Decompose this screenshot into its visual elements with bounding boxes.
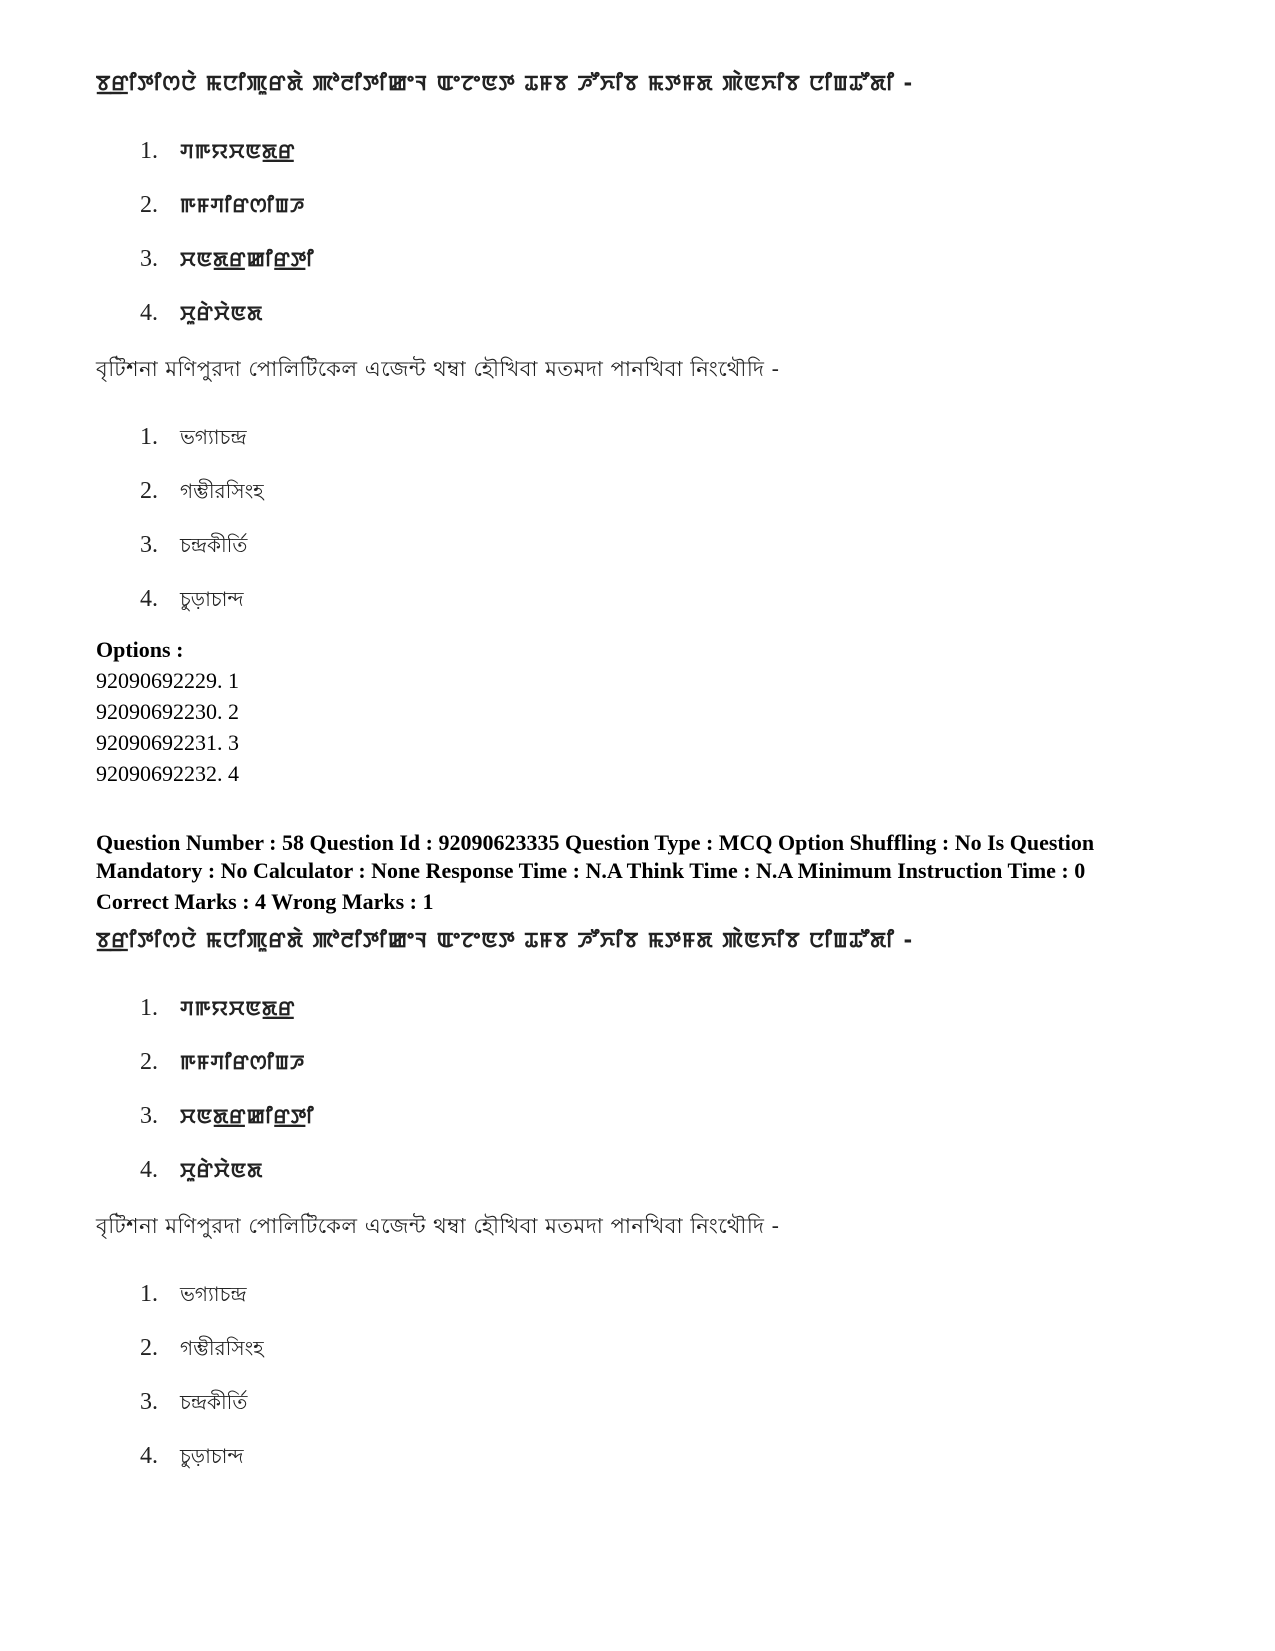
option-number: 1. xyxy=(140,995,158,1021)
option-text: ভগ্যাচন্দ্র xyxy=(180,425,247,449)
option-item xyxy=(140,585,264,639)
option-text: চুড়াচান্দ xyxy=(180,1444,244,1468)
option-text: ꯒꯝꯚꯤꯔꯁꯤꯡꯍ xyxy=(180,193,306,217)
option-number: 1. xyxy=(140,1281,158,1307)
option-text: ꯆꯨꯔꯥꯆꯥꯟꯗ xyxy=(180,1158,264,1182)
option-number: 2. xyxy=(140,478,158,504)
option-item xyxy=(140,1334,264,1388)
option-number: 3. xyxy=(140,246,158,272)
option-number: 3. xyxy=(140,532,158,558)
option-list-meitei xyxy=(140,994,314,1210)
option-text: চুড়াচান্দ xyxy=(180,587,244,611)
option-item xyxy=(140,477,264,531)
option-text: ꯚꯒꯌꯆꯟꯗ꯭ꯔ xyxy=(180,996,296,1020)
option-list-bengali xyxy=(140,423,264,639)
question-metadata xyxy=(96,829,1196,916)
option-item xyxy=(140,1048,314,1102)
question-stem-meitei: ꯕ꯭ꯔꯤꯇꯤꯁꯅꯥ ꯃꯅꯤꯄꯨꯔꯗꯥ ꯄꯣꯂꯤꯇꯤꯀꯦꯜ ꯑꯦꯖꯦꯟꯇ ꯊꯝꯕ ꯍꯧꯈꯤꯕ ꯃꯇꯝꯗ ꯄꯥꯟꯈꯤꯕ ꯅꯤꯡꯊꯧꯗꯤ - xyxy=(96,71,914,95)
option-number: 1. xyxy=(140,138,158,164)
question-meta-line: Correct Marks : 4 Wrong Marks : 1 xyxy=(96,889,434,914)
question-meta-line: Question Number : 58 Question Id : 92090623335 Question Type : MCQ Option Shuffling : No Is Question xyxy=(96,830,1095,855)
option-list-meitei xyxy=(140,137,314,353)
question-meta-line: Mandatory : No Calculator : None Response Time : N.A Think Time : N.A Minimum Instruction Time : 0 xyxy=(96,858,1086,883)
option-number: 1. xyxy=(140,424,158,450)
option-text: ভগ্যাচন্দ্র xyxy=(180,1282,247,1306)
option-text: ꯚꯒꯌꯆꯟꯗ꯭ꯔ xyxy=(180,139,296,163)
option-number: 4. xyxy=(140,586,158,612)
option-item xyxy=(140,191,314,245)
option-item xyxy=(140,1388,264,1442)
option-text: ꯆꯟꯗ꯭ꯔꯀꯤꯔ꯭ꯇꯤ xyxy=(180,1104,315,1128)
option-number: 4. xyxy=(140,300,158,326)
options-id-block xyxy=(96,634,239,789)
option-item xyxy=(140,137,314,191)
option-item xyxy=(140,531,264,585)
option-number: 4. xyxy=(140,1443,158,1469)
option-text: চন্দ্রকীর্তি xyxy=(180,533,248,557)
option-item xyxy=(140,423,264,477)
option-id-line: 92090692232. 4 xyxy=(96,761,239,786)
option-number: 3. xyxy=(140,1389,158,1415)
option-item xyxy=(140,299,314,353)
option-text: চন্দ্রকীর্তি xyxy=(180,1390,248,1414)
option-number: 2. xyxy=(140,1335,158,1361)
option-item xyxy=(140,994,314,1048)
option-text: গম্ভীরসিংহ xyxy=(180,479,264,503)
option-id-line: 92090692230. 2 xyxy=(96,699,239,724)
option-number: 2. xyxy=(140,192,158,218)
option-text: ꯒꯝꯚꯤꯔꯁꯤꯡꯍ xyxy=(180,1050,306,1074)
question-stem-bengali: বৃটিশনা মণিপুরদা পোলিটিকেল এজেন্ট থম্বা হৌখিবা মতমদা পানখিবা নিংথৌদি - xyxy=(96,1214,780,1238)
option-item xyxy=(140,1102,314,1156)
option-number: 4. xyxy=(140,1157,158,1183)
option-id-line: 92090692229. 1 xyxy=(96,668,239,693)
option-number: 3. xyxy=(140,1103,158,1129)
option-item xyxy=(140,1156,314,1210)
option-text: ꯆꯨꯔꯥꯆꯥꯟꯗ xyxy=(180,301,264,325)
option-list-bengali xyxy=(140,1280,264,1496)
options-heading: Options : xyxy=(96,637,184,662)
option-number: 2. xyxy=(140,1049,158,1075)
question-stem-meitei: ꯕ꯭ꯔꯤꯇꯤꯁꯅꯥ ꯃꯅꯤꯄꯨꯔꯗꯥ ꯄꯣꯂꯤꯇꯤꯀꯦꯜ ꯑꯦꯖꯦꯟꯇ ꯊꯝꯕ ꯍꯧꯈꯤꯕ ꯃꯇꯝꯗ ꯄꯥꯟꯈꯤꯕ ꯅꯤꯡꯊꯧꯗꯤ - xyxy=(96,928,914,952)
option-item xyxy=(140,245,314,299)
option-item xyxy=(140,1280,264,1334)
option-text: ꯆꯟꯗ꯭ꯔꯀꯤꯔ꯭ꯇꯤ xyxy=(180,247,315,271)
option-id-line: 92090692231. 3 xyxy=(96,730,239,755)
option-text: গম্ভীরসিংহ xyxy=(180,1336,264,1360)
option-item xyxy=(140,1442,264,1496)
question-stem-bengali: বৃটিশনা মণিপুরদা পোলিটিকেল এজেন্ট থম্বা হৌখিবা মতমদা পানখিবা নিংথৌদি - xyxy=(96,357,780,381)
